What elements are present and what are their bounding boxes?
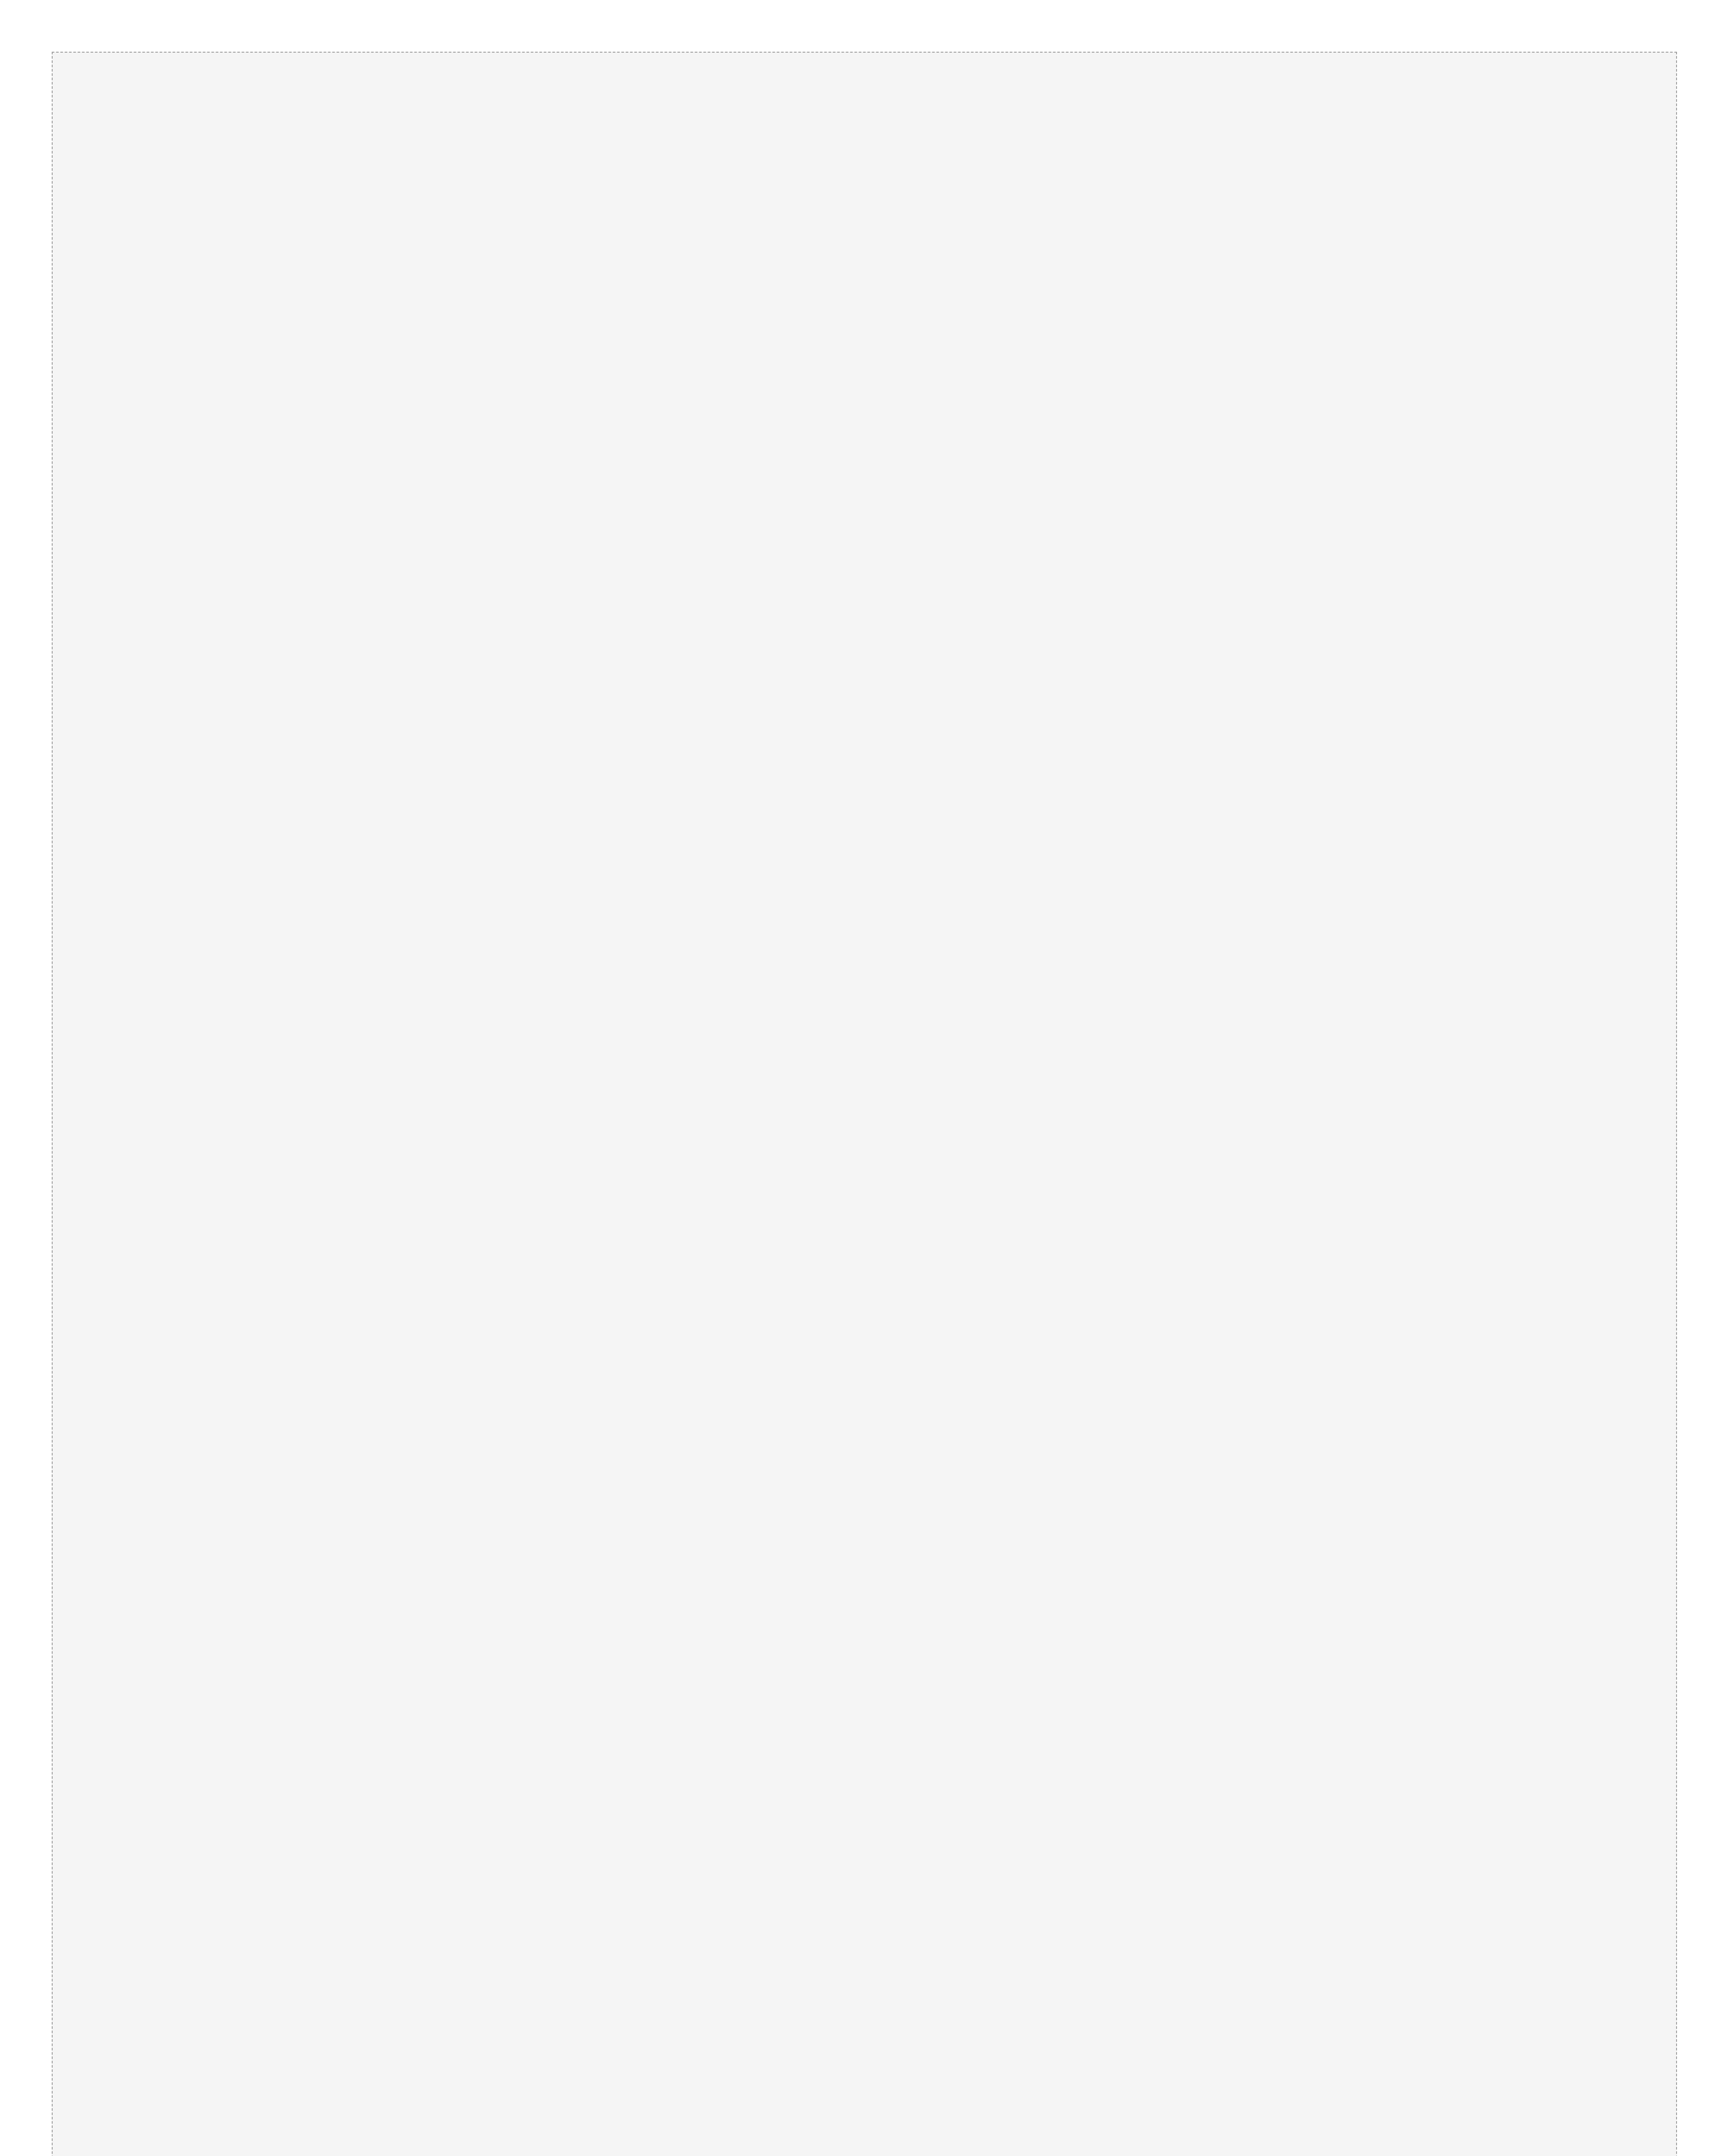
page-content-placeholder: [52, 52, 1677, 2156]
